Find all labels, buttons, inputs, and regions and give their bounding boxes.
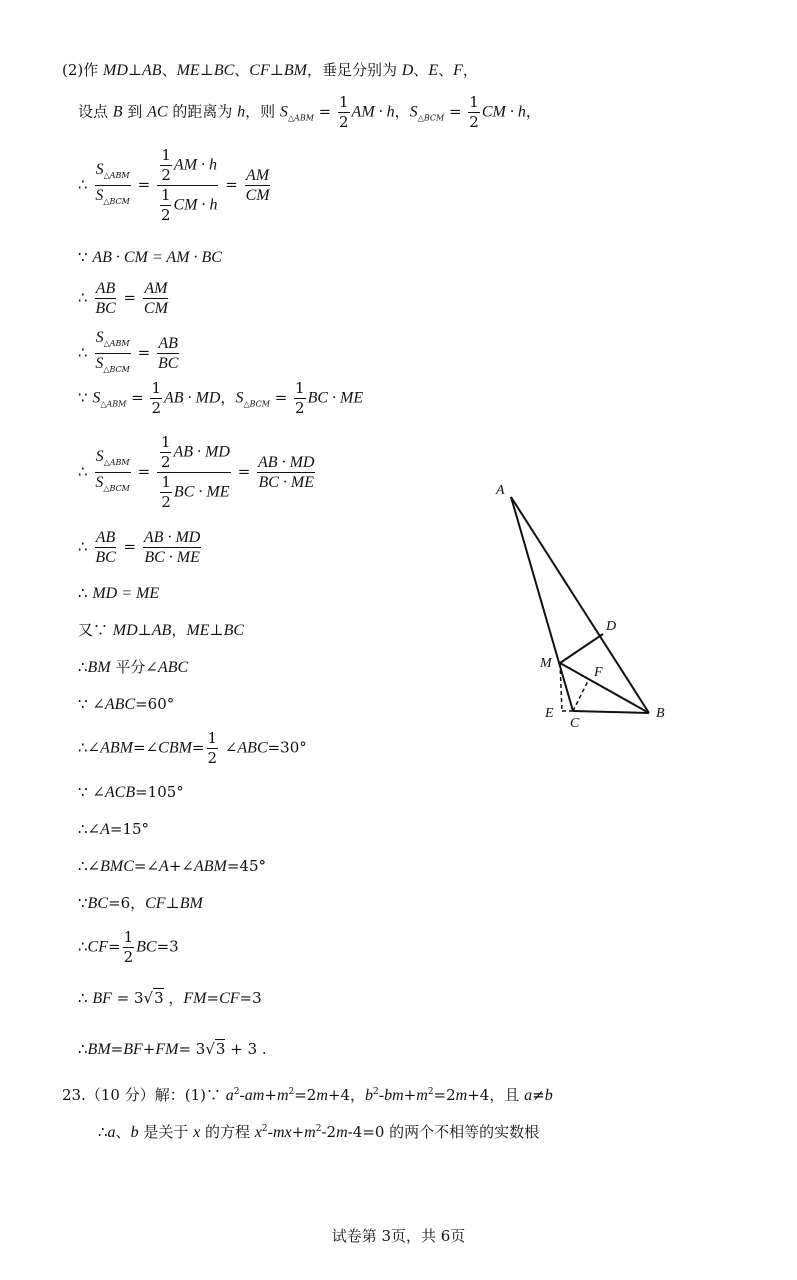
var: ME — [176, 62, 200, 79]
text: =15° — [109, 820, 150, 838]
text: = — [313, 102, 336, 121]
text: = — [126, 388, 149, 407]
var: BM — [179, 895, 203, 912]
var: FM — [155, 1041, 179, 1058]
subscript: △BCM — [243, 399, 270, 409]
var: -am — [239, 1087, 265, 1104]
subscript: △ABM — [103, 339, 130, 348]
perp-symbol: ⊥ — [199, 61, 214, 79]
text: 到 — [122, 102, 148, 121]
var: ABC — [104, 696, 136, 713]
text: =105° — [135, 783, 184, 801]
denominator: 2 — [160, 453, 171, 471]
var: MD — [103, 62, 128, 79]
text: =∠ — [133, 857, 160, 875]
fraction — [468, 93, 480, 132]
var: b — [544, 1087, 553, 1104]
line-15 — [78, 782, 184, 803]
therefore-symbol: ∴ — [78, 343, 88, 362]
text: ， — [525, 102, 541, 121]
var: CF — [249, 62, 270, 79]
area-symbol: S — [235, 389, 244, 407]
numerator: AB — [95, 280, 116, 297]
var: m — [316, 1087, 328, 1104]
text: ， — [163, 989, 184, 1007]
var: A — [159, 858, 169, 875]
text: ∴∠ — [78, 738, 101, 757]
line-2 — [78, 93, 541, 132]
expr: CM · h — [481, 103, 526, 121]
text: = 3 — [178, 1040, 206, 1058]
label-D: D — [606, 619, 617, 634]
var: a — [107, 1124, 116, 1141]
text: +∠ — [168, 857, 194, 875]
denominator: 2 — [469, 113, 479, 131]
var: a — [524, 1087, 533, 1104]
text: = — [269, 388, 293, 407]
text: ， — [462, 61, 478, 79]
text: 23.（10 分）解：(1)∵ — [62, 1086, 226, 1104]
area-symbol: S — [279, 103, 288, 121]
text: =60° — [135, 695, 175, 713]
numerator: AM — [246, 167, 270, 184]
page-footer: 试卷第 3页，共 6页 — [331, 1227, 466, 1245]
text: ， — [171, 621, 187, 639]
label-B: B — [656, 706, 665, 721]
text: = — [220, 175, 243, 194]
fraction — [157, 334, 179, 373]
because-symbol: ∵ — [78, 388, 88, 407]
segment-CB — [573, 711, 649, 713]
numerator: 1 — [339, 93, 349, 111]
superscript: 2 — [233, 1087, 240, 1097]
text: -4=0 的两个不相等的实数根 — [347, 1123, 540, 1141]
var: -mx — [267, 1124, 292, 1141]
text: = — [132, 343, 155, 362]
var: BC — [87, 895, 108, 912]
fraction — [245, 166, 271, 205]
subscript: △ABM — [100, 399, 127, 409]
line-14 — [78, 729, 307, 768]
fraction — [160, 473, 172, 512]
text: ，垂足分别为 — [306, 61, 402, 79]
text: + 3 — [225, 1040, 258, 1058]
numerator — [95, 447, 131, 473]
line-23 — [98, 1119, 539, 1143]
text: =45° — [226, 857, 266, 875]
text: + — [142, 1040, 156, 1058]
therefore-symbol: ∴ — [78, 658, 88, 676]
var: CF — [145, 895, 166, 912]
text: = — [132, 175, 155, 194]
fraction — [160, 433, 172, 472]
text: + — [264, 1086, 277, 1104]
subscript: △BCM — [103, 484, 130, 493]
var: CF — [87, 938, 108, 956]
text: 设点 — [78, 102, 113, 121]
text: = — [118, 288, 141, 307]
numerator — [157, 433, 231, 473]
fraction — [94, 528, 116, 567]
var: ABM — [193, 858, 227, 875]
therefore-symbol: ∴ — [78, 462, 88, 481]
text: = — [108, 937, 121, 956]
fraction — [94, 328, 131, 379]
denominator: 2 — [161, 493, 171, 511]
line-10 — [78, 583, 159, 604]
text: ，则 — [245, 102, 280, 121]
numerator: AM — [144, 280, 168, 297]
area-symbol: S — [95, 355, 104, 372]
therefore-symbol: ∴ — [78, 175, 88, 194]
segment-AC — [511, 497, 573, 711]
var: CBM — [158, 739, 192, 757]
text: = — [118, 537, 141, 556]
perp-symbol: ⊥ — [137, 621, 152, 639]
text: 的方程 — [200, 1123, 255, 1141]
denominator: CM — [143, 300, 168, 317]
var: MD — [112, 622, 138, 639]
fraction — [207, 729, 219, 768]
segment-MB — [560, 663, 649, 713]
perp-symbol: ⊥ — [165, 894, 180, 912]
var: m — [276, 1087, 289, 1104]
line-12 — [78, 657, 188, 678]
area-symbol: S — [92, 389, 101, 407]
perp-symbol: ⊥ — [269, 61, 284, 79]
denominator: BC · ME — [258, 474, 315, 491]
segment-AB — [511, 497, 649, 713]
var: BM — [87, 1041, 111, 1058]
text: =6， — [108, 894, 146, 912]
var: E — [428, 62, 439, 79]
var: AC — [147, 103, 168, 121]
area-symbol: S — [95, 187, 104, 204]
expr: AM · h — [173, 156, 218, 174]
text: 、 — [161, 61, 177, 79]
numerator: 1 — [160, 186, 171, 204]
text: +4，且 — [467, 1086, 525, 1104]
denominator: 2 — [295, 399, 305, 417]
var: b — [130, 1124, 139, 1141]
var: ABC — [237, 739, 268, 757]
superscript: 2 — [373, 1087, 379, 1097]
fraction — [94, 447, 131, 498]
numerator: AB — [158, 335, 178, 352]
text: +4， — [327, 1086, 366, 1104]
text: 又∵ — [78, 621, 113, 639]
superscript: 2 — [288, 1087, 295, 1097]
denominator: 2 — [151, 399, 161, 417]
expr: BC · ME — [307, 389, 364, 407]
line-16 — [78, 819, 149, 840]
line-4 — [78, 247, 222, 268]
line-7 — [78, 379, 363, 418]
therefore-symbol: ∴ — [98, 1123, 108, 1141]
text: ∴∠ — [78, 820, 101, 838]
var: BC — [136, 938, 157, 956]
line-17 — [78, 856, 266, 877]
subscript: △ABM — [103, 171, 130, 180]
var: BF — [123, 1041, 143, 1058]
text: 、 — [115, 1123, 131, 1141]
numerator: 1 — [151, 379, 161, 397]
var: x — [254, 1124, 262, 1141]
text: =30° — [267, 738, 307, 757]
numerator: 1 — [295, 379, 305, 397]
line-5 — [78, 279, 171, 318]
numerator: AB · MD — [258, 454, 315, 471]
text: = — [206, 989, 220, 1007]
text: ， — [394, 102, 410, 121]
var: AB — [142, 62, 162, 79]
denominator: BC · ME — [144, 549, 200, 566]
text: 是关于 — [138, 1123, 194, 1141]
fraction — [257, 453, 315, 492]
line-6 — [78, 328, 181, 379]
text: = — [110, 1040, 124, 1058]
text: =3 — [156, 937, 179, 956]
perp-symbol: ⊥ — [209, 621, 224, 639]
text: -2 — [321, 1123, 337, 1141]
label-M: M — [540, 656, 552, 671]
var: ABM — [100, 739, 133, 757]
therefore-symbol: ∴ — [78, 989, 93, 1007]
text: ≠ — [532, 1086, 545, 1104]
var: A — [100, 821, 110, 838]
var: F — [453, 62, 463, 79]
line-21 — [78, 1039, 267, 1060]
text: . — [257, 1040, 267, 1058]
expr: CM · h — [173, 196, 218, 214]
denominator: BC — [157, 355, 179, 372]
var: x — [193, 1124, 201, 1141]
because-symbol: ∵ — [78, 894, 88, 912]
denominator: 2 — [339, 113, 349, 131]
var: b — [365, 1087, 374, 1104]
numerator: 1 — [123, 928, 134, 946]
therefore-symbol: ∴ — [78, 288, 88, 307]
text: 、 — [438, 61, 454, 79]
var: AB — [151, 622, 172, 639]
text: = — [232, 462, 256, 481]
text: + — [291, 1123, 305, 1141]
fraction — [160, 146, 172, 185]
subscript: △ABM — [287, 113, 314, 123]
fraction — [123, 928, 135, 967]
expr: BC · ME — [173, 483, 230, 501]
numerator: 1 — [161, 146, 171, 164]
text: = — [444, 102, 467, 121]
because-symbol: ∵ — [78, 248, 88, 266]
line-22 — [62, 1082, 553, 1106]
text: = — [191, 738, 205, 757]
numerator: 1 — [160, 433, 171, 451]
numerator: 1 — [469, 93, 479, 111]
subscript: △BCM — [103, 365, 130, 374]
denominator — [157, 473, 230, 512]
numerator: 1 — [161, 473, 171, 491]
area-symbol: S — [95, 448, 104, 465]
text: 、 — [413, 61, 429, 79]
text: ∠ — [220, 738, 238, 757]
fraction — [294, 379, 306, 418]
var: m — [455, 1087, 468, 1104]
denominator — [94, 354, 131, 379]
var: BMC — [100, 858, 134, 875]
superscript: 2 — [261, 1124, 268, 1134]
numerator — [157, 146, 218, 186]
numerator: AB · MD — [143, 529, 201, 546]
var: m — [304, 1124, 316, 1141]
line-8 — [78, 433, 317, 512]
segment-MD — [560, 634, 603, 663]
text: + — [403, 1086, 417, 1104]
fraction — [157, 433, 231, 512]
subscript: △ABM — [103, 458, 130, 467]
label-C: C — [570, 716, 580, 731]
denominator — [157, 186, 219, 225]
text: ， — [220, 388, 236, 407]
line-19 — [78, 928, 179, 967]
var: -bm — [378, 1087, 404, 1104]
segment-ME — [560, 663, 562, 711]
area-symbol: S — [95, 161, 104, 178]
denominator: 2 — [207, 749, 218, 767]
var: h — [237, 103, 246, 121]
segment-CF — [573, 679, 589, 711]
var: CF — [219, 990, 240, 1007]
expr: AB · CM = AM · BC — [92, 249, 222, 266]
line-18 — [78, 893, 203, 914]
expr: AB · MD — [163, 389, 221, 407]
var: BF — [92, 990, 112, 1007]
denominator: 2 — [160, 206, 171, 224]
var: BC — [223, 622, 245, 639]
denominator: 2 — [161, 166, 171, 184]
line-20 — [78, 988, 262, 1009]
denominator: CM — [245, 187, 270, 204]
expr: AM · h — [351, 103, 395, 121]
numerator: AB — [95, 529, 116, 546]
text: =2 — [433, 1086, 456, 1104]
area-symbol: S — [95, 474, 104, 491]
var: ABC — [158, 659, 189, 676]
fraction — [94, 160, 131, 211]
fraction — [94, 279, 116, 318]
var: ME — [186, 622, 210, 639]
text: ∵ ∠ — [78, 695, 105, 713]
fraction — [338, 93, 350, 132]
sqrt-sign: √ — [205, 1040, 215, 1058]
numerator — [95, 328, 131, 354]
therefore-symbol: ∴ — [78, 1040, 88, 1058]
area-symbol: S — [409, 103, 418, 121]
radicand: 3 — [215, 1040, 226, 1058]
text: = 3 — [111, 989, 144, 1007]
denominator — [94, 473, 131, 498]
area-symbol: S — [95, 329, 104, 346]
perp-symbol: ⊥ — [127, 61, 143, 79]
fraction — [143, 279, 169, 318]
var: a — [225, 1087, 234, 1104]
var: B — [112, 103, 123, 121]
sqrt-sign: √ — [143, 989, 154, 1007]
radicand: 3 — [154, 989, 164, 1007]
therefore-symbol: ∴ — [78, 937, 88, 956]
text: =∠ — [133, 738, 159, 757]
text: = — [132, 462, 155, 481]
text: 、 — [234, 61, 250, 79]
label-E: E — [545, 706, 554, 721]
text: ∵ ∠ — [78, 783, 105, 801]
therefore-symbol: ∴ — [78, 537, 88, 556]
text: =2 — [294, 1086, 317, 1104]
fraction — [150, 379, 162, 418]
superscript: 2 — [427, 1087, 434, 1097]
label-A: A — [496, 483, 505, 498]
therefore-symbol: ∴ — [78, 584, 88, 602]
fraction — [143, 528, 201, 567]
denominator — [94, 186, 131, 211]
text: ∴∠ — [78, 857, 101, 875]
subscript: △BCM — [417, 113, 445, 123]
line-1 — [62, 60, 478, 81]
fraction — [160, 186, 172, 225]
var: m — [416, 1087, 428, 1104]
var: BC — [213, 62, 235, 79]
var: FM — [183, 990, 207, 1007]
text: (2)作 — [62, 61, 104, 79]
var: D — [401, 62, 414, 79]
expr: MD = ME — [92, 585, 160, 602]
text: 平分∠ — [110, 658, 158, 676]
var: ACB — [104, 784, 136, 801]
line-9 — [78, 528, 203, 567]
text: 的距离为 — [167, 102, 238, 121]
denominator: BC — [95, 549, 116, 566]
label-F: F — [594, 665, 603, 680]
denominator: BC — [95, 300, 116, 317]
text: =3 — [239, 989, 262, 1007]
fraction — [157, 146, 219, 225]
numerator: 1 — [207, 729, 218, 747]
var: BM — [283, 62, 307, 79]
line-3 — [78, 146, 273, 225]
subscript: △BCM — [103, 197, 130, 206]
var: m — [336, 1124, 348, 1141]
line-13 — [78, 694, 174, 715]
numerator — [95, 160, 131, 186]
expr: AB · MD — [173, 443, 230, 461]
denominator: 2 — [123, 948, 134, 966]
var: BM — [87, 659, 111, 676]
line-11 — [78, 620, 244, 641]
superscript: 2 — [315, 1124, 322, 1134]
